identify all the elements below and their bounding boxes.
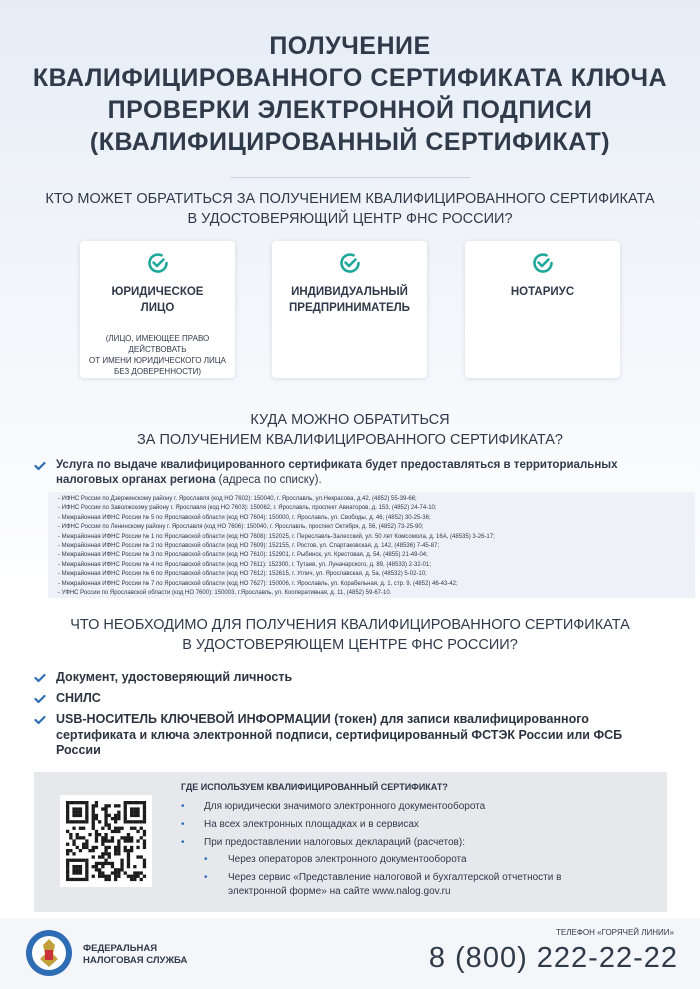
question-where xyxy=(0,410,700,450)
card-note-line: ОТ ИМЕНИ ЮРИДИЧЕСКОГО ЛИЦА xyxy=(89,356,226,365)
question-line: В УДОСТОВЕРЯЮЩЕМ ЦЕНТРЕ ФНС РОССИИ? xyxy=(182,637,518,653)
address-item: - ИФНС России по Заволжскому району г. Ярославля (код НО 7603): 150062, г. Ярославль, проспект Авиаторов, д. 153, (4852) 24-74-10; xyxy=(58,505,437,512)
question-what xyxy=(0,615,700,655)
requirement-passport: Документ, удостоверяющий личность xyxy=(56,670,293,684)
address-item: - Межрайонная ИФНС России № 7 по Ярославской области (код НО 7627): 150006, г. Ярославль, ул. Корабельная, д. 1, стр. 9, (4852) 46-43-42; xyxy=(58,580,458,587)
card-legal-entity xyxy=(80,241,235,378)
question-line: КУДА МОЖНО ОБРАТИТЬСЯ xyxy=(250,412,450,428)
divider xyxy=(230,177,470,178)
check-icon xyxy=(34,715,46,725)
address-item: - УФНС России по Ярославской области (код НО 7600): 150003, г.Ярославль, ул. Кооперативная, д. 11, (4852) 59-67-10. xyxy=(58,590,392,597)
card-note-line: (ЛИЦО, ИМЕЮЩЕЕ ПРАВО ДЕЙСТВОВАТЬ xyxy=(105,334,210,354)
title-line: (КВАЛИФИЦИРОВАННЫЙ СЕРТИФИКАТ) xyxy=(89,128,611,156)
usage-item-text: На всех электронных площадках и в сервисах xyxy=(204,819,419,830)
address-item: - Межрайонная ИФНС России № 2 по Ярославской области (код НО 7609): 152155, г. Ростов, ул. Спартаковская, д. 142, (48536) 7-45-87; xyxy=(58,543,440,550)
title-line: ПРОВЕРКИ ЭЛЕКТРОННОЙ ПОДПИСИ xyxy=(107,96,593,124)
title-line: КВАЛИФИЦИРОВАННОГО СЕРТИФИКАТА КЛЮЧА xyxy=(32,64,668,92)
card-entrepreneur xyxy=(272,241,427,378)
check-icon xyxy=(34,694,46,704)
card-title-line: ЮРИДИЧЕСКОЕ xyxy=(111,286,204,298)
usage-subitem-text: Через сервис «Представление налоговой и бухгалтерской отчетности в электронной форме» на сайте www.nalog.gov.ru xyxy=(228,872,562,897)
service-note-bold: Услуга по выдаче квалифицированного сертификата будет предоставляться в территориальных налоговых органах региона xyxy=(56,459,618,486)
check-circle-icon xyxy=(338,251,362,275)
hotline-phone: 8 (800) 222-22-22 xyxy=(428,942,678,974)
address-list xyxy=(48,492,695,598)
requirement-usb-token: USB-НОСИТЕЛЬ КЛЮЧЕВОЙ ИНФОРМАЦИИ (токен) для записи квалифицированного сертификата и ключа электронной подписи, сертифицированный ФСТЭК России или ФСБ России xyxy=(56,712,623,757)
service-note-rest: (адреса по списку). xyxy=(215,474,322,486)
page-title xyxy=(0,30,700,158)
question-line: В УДОСТОВЕРЯЮЩИЙ ЦЕНТР ФНС РОССИИ? xyxy=(187,211,513,227)
org-name xyxy=(83,943,187,967)
card-title-line: НОТАРИУС xyxy=(510,286,575,298)
question-line: КТО МОЖЕТ ОБРАТИТЬСЯ ЗА ПОЛУЧЕНИЕМ КВАЛИФИЦИРОВАННОГО СЕРТИФИКАТА xyxy=(45,191,655,207)
card-note xyxy=(80,333,235,377)
usage-subitem-text: Через операторов электронного документооборота xyxy=(228,854,467,865)
card-title xyxy=(80,284,235,316)
service-note xyxy=(56,458,676,488)
card-title-line: ЛИЦО xyxy=(140,302,175,314)
check-circle-icon xyxy=(531,251,555,275)
usage-item-text: Для юридически значимого электронного документооборота xyxy=(204,801,486,812)
address-item: - ИФНС России по Ленинскому району г. Ярославля (код НО 7606): 150040, г. Ярославль, проспект Октября, д. 56, (4852) 73-25-90; xyxy=(58,524,424,531)
card-title xyxy=(465,284,620,300)
check-icon xyxy=(34,461,46,471)
usage-item: • xyxy=(181,819,185,830)
address-item: - ИФНС России по Дзержинскому району г. Ярославля (код НО 7602): 150040, г. Ярославль, ул.Некрасова, д.42, (4852) 55-39-66; xyxy=(58,496,417,502)
address-item: - Межрайонная ИФНС России № 6 по Ярославской области (код НО 7612): 152615, г. Углич, ул. Ярославская, д. 5а, (48532) 5-02-10; xyxy=(58,571,427,578)
card-title-line: ИНДИВИДУАЛЬНЫЙ xyxy=(291,286,408,298)
address-item: - Межрайонная ИФНС России № 1 по Ярославской области (код НО 7608): 152025, г. Переславль-Залесский, ул. 50 лет Комсомола, д. 16А, (48535) 3-26-17; xyxy=(58,533,495,540)
usage-item: • xyxy=(181,801,185,812)
fns-emblem-icon xyxy=(24,928,74,978)
org-name-line: ФЕДЕРАЛЬНАЯ xyxy=(83,943,158,954)
usage-subitem: • xyxy=(204,854,208,865)
question-line: ЗА ПОЛУЧЕНИЕМ КВАЛИФИЦИРОВАННОГО СЕРТИФИКАТА? xyxy=(137,432,563,448)
address-item: - Межрайонная ИФНС России № 4 по Ярославской области (код НО 7611): 152300, г. Тутаев, ул. Луначарского, д. 89, (48533) 2-32-01; xyxy=(58,561,432,568)
address-item: - Межрайонная ИФНС России № 3 по Ярославской области (код НО 7610): 152901, г. Рыбинск, ул. Крестовая, д. 54, (4855) 21-49-04; xyxy=(58,552,428,559)
question-who xyxy=(0,189,700,229)
check-circle-icon xyxy=(146,251,170,275)
title-line: ПОЛУЧЕНИЕ xyxy=(269,32,431,60)
address-item: - Межрайонная ИФНС России № 5 по Ярославской области (код НО 7604): 150000, г. Ярославль, ул. Свободы, д. 46, (4852) 30-25-36; xyxy=(58,514,431,521)
usage-subitem: • xyxy=(204,872,208,883)
org-name-line: НАЛОГОВАЯ СЛУЖБА xyxy=(83,955,188,966)
card-note-line: БЕЗ ДОВЕРЕННОСТИ) xyxy=(113,367,202,376)
requirement-snils: СНИЛС xyxy=(56,691,101,705)
usage-title: ГДЕ ИСПОЛЬЗУЕМ КВАЛИФИЦИРОВАННЫЙ СЕРТИФИКАТ? xyxy=(181,782,448,792)
hotline-label: ТЕЛЕФОН «ГОРЯЧЕЙ ЛИНИИ» xyxy=(556,928,674,937)
card-notary xyxy=(465,241,620,378)
usage-item: • xyxy=(181,837,185,848)
card-title xyxy=(272,284,427,316)
check-icon xyxy=(34,673,46,683)
card-title-line: ПРЕДПРИНИМАТЕЛЬ xyxy=(289,302,410,314)
usage-item-text: При предоставлении налоговых деклараций (расчетов): xyxy=(204,837,465,848)
question-line: ЧТО НЕОБХОДИМО ДЛЯ ПОЛУЧЕНИЯ КВАЛИФИЦИРОВАННОГО СЕРТИФИКАТА xyxy=(70,617,630,633)
qr-code xyxy=(60,795,152,887)
qr-code-image xyxy=(60,795,152,887)
